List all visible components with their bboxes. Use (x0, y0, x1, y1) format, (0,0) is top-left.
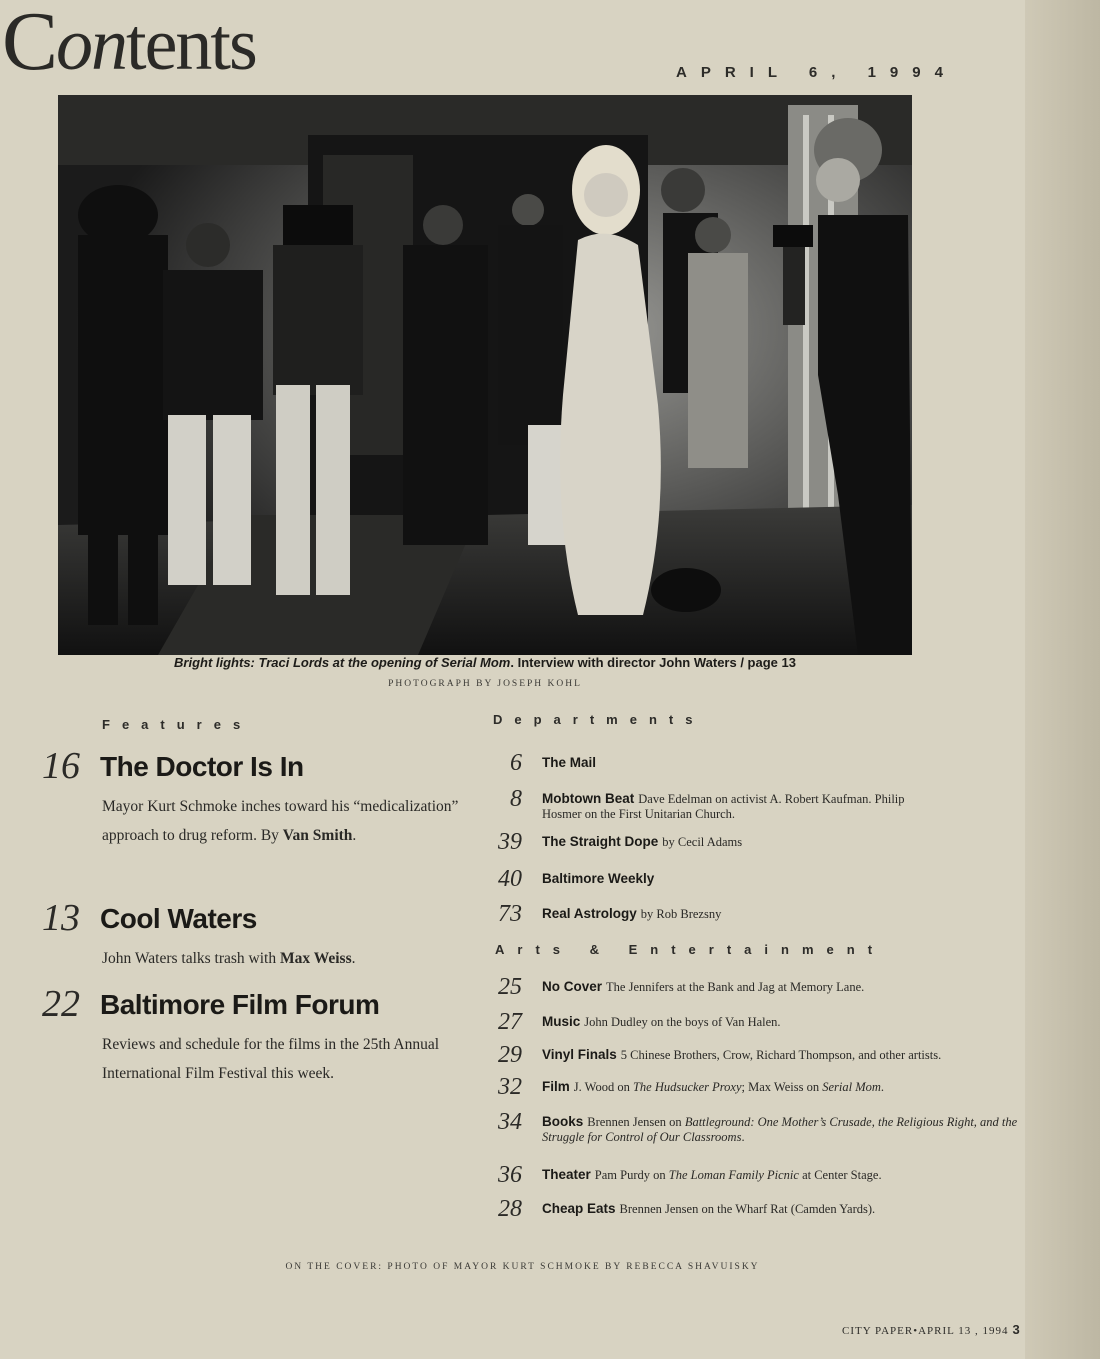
department-text: Real Astrology by Rob Brezsny (542, 906, 722, 921)
arts-text: Books Brennen Jensen on Battleground: One Mother’s Crusade, the Religious Right, and the Struggle for Control of Our Classrooms. (542, 1114, 1018, 1144)
photo-caption: Bright lights: Traci Lords at the opening of Serial Mom. Interview with director John Waters / page 13 (174, 655, 796, 670)
department-page-number: 6 (510, 750, 522, 776)
department-text: The Straight Dope by Cecil Adams (542, 834, 743, 849)
arts-text: No Cover The Jennifers at the Bank and Jag at Memory Lane. (542, 979, 865, 994)
department-text: Baltimore Weekly (542, 871, 655, 886)
feature-page-number: 22 (42, 983, 80, 1025)
arts-text: Music John Dudley on the boys of Van Halen. (542, 1014, 781, 1029)
departments-heading: Departments (493, 712, 705, 727)
feature-description: Mayor Kurt Schmoke inches toward his “medicalization” approach to drug reform. By Van Smith. (102, 798, 459, 844)
arts-page-number: 32 (498, 1074, 522, 1100)
department-text: Mobtown Beat Dave Edelman on activist A. Robert Kaufman. Philip Hosmer on the First Unitarian Church. (542, 791, 905, 821)
arts-text: Vinyl Finals 5 Chinese Brothers, Crow, Richard Thompson, and other artists. (542, 1047, 942, 1062)
feature-title: The Doctor Is In (100, 751, 304, 782)
department-page-number: 39 (498, 829, 522, 855)
page-edge (1025, 0, 1100, 1359)
feature-description: Reviews and schedule for the films in the 25th Annual International Film Festival this week. (102, 1036, 440, 1082)
feature-page-number: 13 (42, 897, 80, 939)
department-page-number: 8 (510, 786, 522, 812)
department-page-number: 40 (498, 866, 522, 892)
feature-page-number: 16 (42, 745, 80, 787)
arts-text: Cheap Eats Brennen Jensen on the Wharf Rat (Camden Yards). (542, 1201, 876, 1216)
department-text: The Mail (542, 755, 597, 770)
arts-entertainment-heading: Arts & Entertainment (495, 942, 886, 957)
arts-text: Theater Pam Purdy on The Loman Family Picnic at Center Stage. (542, 1167, 882, 1182)
arts-page-number: 28 (498, 1196, 522, 1222)
arts-page-number: 36 (498, 1162, 522, 1188)
department-page-number: 73 (498, 901, 522, 927)
issue-date: APRIL 6, 1994 (676, 64, 957, 81)
feature-description: John Waters talks trash with Max Weiss. (102, 950, 356, 967)
cover-note: ON THE COVER: PHOTO OF MAYOR KURT SCHMOKE BY REBECCA SHAVUISKY (285, 1262, 760, 1272)
contents-masthead: Contents (2, 0, 256, 88)
features-heading: Features (102, 717, 253, 732)
feature-title: Baltimore Film Forum (100, 989, 380, 1020)
arts-page-number: 29 (498, 1042, 522, 1068)
cover-photo (58, 95, 912, 655)
arts-page-number: 34 (498, 1109, 522, 1135)
photo-credit: PHOTOGRAPH BY JOSEPH KOHL (388, 679, 582, 689)
arts-text: Film J. Wood on The Hudsucker Proxy; Max Weiss on Serial Mom. (542, 1079, 885, 1094)
arts-page-number: 27 (498, 1009, 522, 1035)
arts-page-number: 25 (498, 974, 522, 1000)
page-folio: CITY PAPER•APRIL 13 , 1994 3 (842, 1322, 1021, 1337)
feature-title: Cool Waters (100, 903, 257, 934)
